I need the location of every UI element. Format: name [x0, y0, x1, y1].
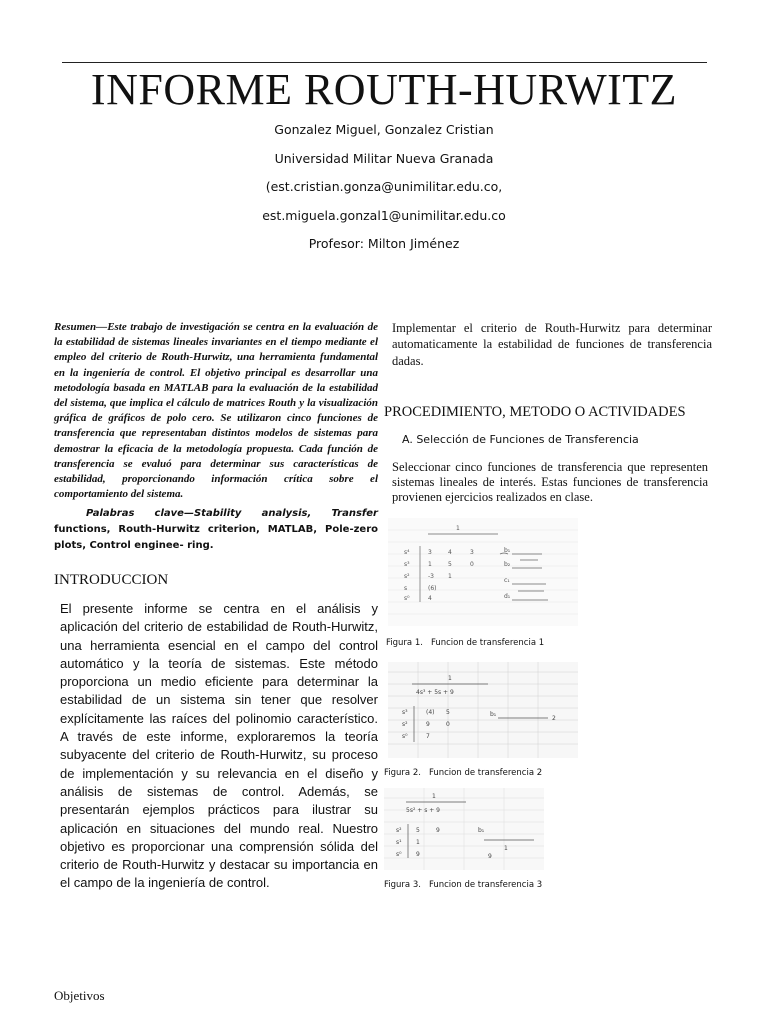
author-names: Gonzalez Miguel, Gonzalez Cristian — [274, 122, 494, 137]
keywords-text: functions, Routh-Hurwitz criterion, MATLAB, Pole-zero plots, Control enginee- ring. — [54, 524, 378, 551]
svg-text:7: 7 — [426, 733, 430, 740]
keywords — [54, 506, 378, 554]
professor: Profesor: Milton Jiménez — [308, 236, 460, 251]
figure-3-caption: Figura 3. Funcion de transferencia 3 — [384, 880, 543, 890]
svg-text:5: 5 — [448, 561, 452, 568]
svg-text:s²: s² — [396, 827, 402, 834]
svg-text:s²: s² — [404, 573, 410, 580]
svg-text:b₁: b₁ — [504, 547, 511, 554]
svg-text:5: 5 — [416, 827, 420, 834]
svg-text:1: 1 — [432, 793, 436, 800]
svg-text:b₂: b₂ — [504, 561, 511, 568]
subsection-heading: A. Selección de Funciones de Transferencia — [402, 433, 639, 446]
affiliation: Universidad Militar Nueva Granada — [274, 150, 494, 166]
objetivos-heading: Objetivos — [54, 988, 105, 1003]
svg-text:9: 9 — [426, 721, 430, 728]
paper-title: INFORME ROUTH-HURWITZ — [90, 65, 678, 114]
svg-text:(6): (6) — [428, 585, 437, 592]
figure-1-caption: Figura 1. Funcion de transferencia 1 — [386, 638, 545, 648]
svg-text:1: 1 — [456, 525, 460, 532]
svg-text:1: 1 — [448, 573, 452, 580]
svg-text:s⁰: s⁰ — [402, 733, 408, 740]
svg-text:1: 1 — [504, 845, 508, 852]
svg-text:b₁: b₁ — [478, 827, 485, 834]
figure-1-image — [388, 518, 578, 626]
svg-text:s⁴: s⁴ — [404, 549, 410, 556]
abstract-text: Este trabajo de investigación se centra en la evaluación de la estabilidad de sistemas lineales invariantes en el tiempo mediante el empleo del criterio de Routh-Hurwitz, una herramienta fundamental en la ingeniería de control. El objetivo principal es desarrollar una metodología basada en MATLAB para la evaluación de la estabilidad del sistema, que implica el cálculo de matrices Routh y la visualización gráfica de gráficos de polo cero. Se utilizaron cinco funciones de transferencia que representaban distintos modelos de sistemas para demostrar la eficacia de la metodología propuesta. Cada función de transferencia se evaluó para determinar sus características de estabilidad, proporcionando información crítica sobre el comportamiento del sistema. — [54, 321, 378, 501]
svg-text:5s² + s + 9: 5s² + s + 9 — [406, 807, 440, 814]
figure-3-image — [384, 788, 544, 870]
procedimiento-text: Seleccionar cinco funciones de transferencia que representen sistemas lineales de interés. Estas funciones de transferencia provienen ejercicios realizados en clase. — [392, 460, 708, 504]
svg-text:1: 1 — [416, 839, 420, 846]
svg-text:b₁: b₁ — [490, 711, 497, 718]
svg-text:9: 9 — [416, 851, 420, 858]
objetivos-text: Implementar el criterio de Routh-Hurwitz para determinar automaticamente la estabilidad de funciones de transferencia dadas. — [392, 321, 712, 368]
svg-text:s⁰: s⁰ — [404, 595, 410, 602]
keywords-italic: Stability analysis, Transfer — [193, 508, 378, 519]
svg-text:3: 3 — [470, 549, 474, 556]
svg-text:s³: s³ — [404, 561, 410, 568]
svg-text:c₁: c₁ — [504, 577, 510, 584]
svg-text:s¹: s¹ — [396, 839, 402, 846]
svg-text:s³: s³ — [402, 709, 408, 716]
svg-text:s²: s² — [402, 721, 408, 728]
abstract-label: Resumen— — [54, 321, 108, 333]
svg-text:d₁: d₁ — [504, 593, 511, 600]
svg-text:1: 1 — [428, 561, 432, 568]
svg-text:0: 0 — [446, 721, 450, 728]
svg-text:-3: -3 — [428, 573, 434, 580]
figure-2-caption: Figura 2. Funcion de transferencia 2 — [384, 768, 543, 778]
author-email-1: (est.cristian.gonza@unimilitar.edu.co, — [265, 179, 503, 194]
procedimiento-heading: PROCEDIMIENTO, METODO O ACTIVIDADES — [384, 404, 686, 420]
svg-text:0: 0 — [470, 561, 474, 568]
intro-text: El presente informe se centra en el análisis y aplicación del criterio de estabilidad de Routh-Hurwitz, una herramienta esencial en el campo del control automático y la teoría de sistemas. Este método proporciona un medio eficiente para determinar la estabilidad de un sistema sin tener que resolver explícitamente las raíces del polinomio característico. A través de este informe, exploraremos la teoría subyacente del criterio de Routh-Hurwitz, su proceso de implementación y su relevancia en el diseño y análisis de sistemas de control. Además, se presentarán ejemplos prácticos para ilustrar su aplicación en situaciones del mundo real. Nuestro objetivo es proporcionar una comprensión sólida del criterio de Routh-Hurwitz y destacar su importancia en el campo de la ingeniería de control. — [60, 601, 378, 891]
keywords-label: Palabras clave— — [86, 508, 194, 519]
svg-text:9: 9 — [436, 827, 440, 834]
svg-text:5: 5 — [446, 709, 450, 716]
svg-text:4: 4 — [448, 549, 452, 556]
author-block — [0, 120, 768, 263]
svg-text:s: s — [404, 585, 408, 592]
svg-text:4s³ + 5s + 9: 4s³ + 5s + 9 — [416, 689, 454, 696]
svg-text:s⁰: s⁰ — [396, 851, 402, 858]
svg-text:9: 9 — [488, 853, 492, 860]
svg-text:(4): (4) — [426, 709, 435, 716]
intro-heading: INTRODUCCION — [54, 572, 169, 588]
svg-text:2: 2 — [552, 715, 556, 722]
svg-text:3: 3 — [428, 549, 432, 556]
header-rule — [62, 62, 707, 63]
abstract — [54, 320, 378, 502]
figure-2-image — [388, 662, 578, 758]
svg-text:4: 4 — [428, 595, 432, 602]
svg-text:1: 1 — [448, 675, 452, 682]
author-email-2: est.miguela.gonzal1@unimilitar.edu.co — [262, 207, 506, 223]
